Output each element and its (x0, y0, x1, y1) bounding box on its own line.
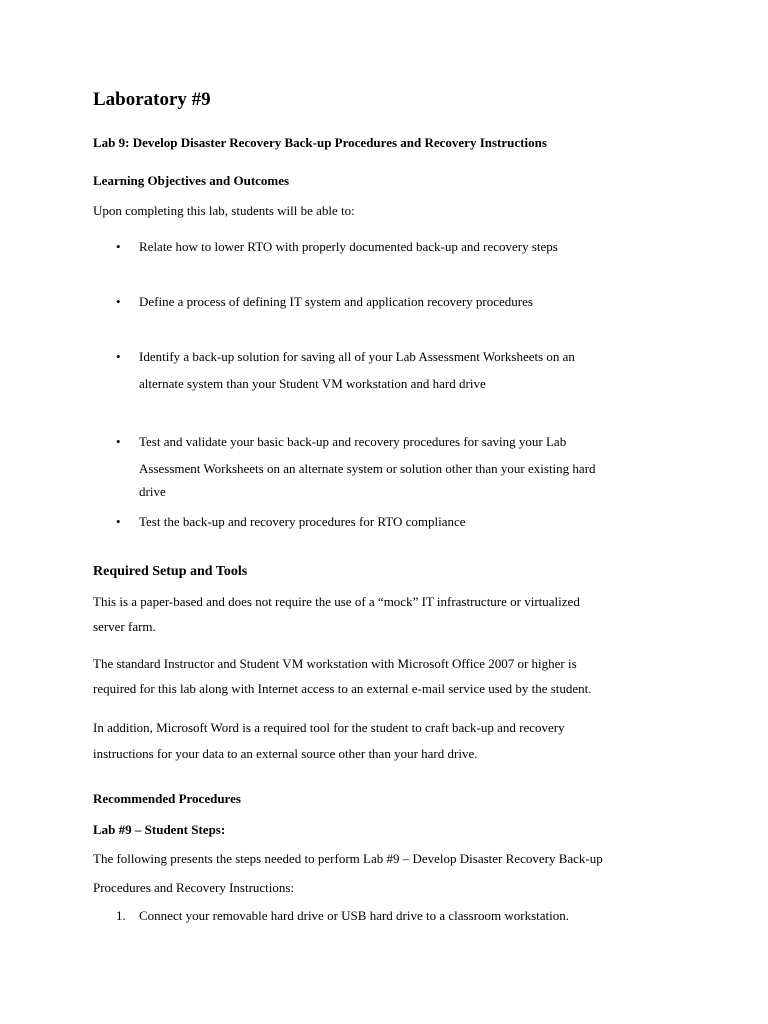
setup-paragraph-3-line-1: In addition, Microsoft Word is a required tool for the student to craft back-up and recovery (93, 720, 565, 735)
objective-item-4-line-2: Assessment Worksheets on an alternate system or solution other than your existing hard (139, 461, 596, 476)
setup-paragraph-3-line-2: instructions for your data to an external source other than your hard drive. (93, 746, 478, 761)
setup-paragraph-1-line-2: server farm. (93, 619, 156, 634)
objective-item-3-line-2: alternate system than your Student VM workstation and hard drive (139, 376, 486, 391)
step-number: 1. (116, 908, 126, 923)
procedures-intro-line-1: The following presents the steps needed to perform Lab #9 – Develop Disaster Recovery Back-up (93, 851, 603, 866)
page-title: Laboratory #9 (93, 89, 211, 110)
bullet-icon: • (116, 349, 121, 364)
objective-item-4-line-1: Test and validate your basic back-up and recovery procedures for saving your Lab (139, 434, 567, 449)
objective-item-1-line-1: Relate how to lower RTO with properly documented back-up and recovery steps (139, 239, 558, 254)
setup-paragraph-2-line-2: required for this lab along with Internet access to an external e-mail service used by the student. (93, 681, 592, 696)
objective-item-3-line-1: Identify a back-up solution for saving all of your Lab Assessment Worksheets on an (139, 349, 575, 364)
objective-item-4-line-3: drive (139, 484, 166, 499)
bullet-icon: • (116, 239, 121, 254)
setup-paragraph-1-line-1: This is a paper-based and does not require the use of a “mock” IT infrastructure or virtualized (93, 594, 580, 609)
bullet-icon: • (116, 434, 121, 449)
procedures-intro-line-2: Procedures and Recovery Instructions: (93, 880, 295, 895)
bullet-icon: • (116, 294, 121, 309)
objective-item-2-line-1: Define a process of defining IT system and application recovery procedures (139, 294, 533, 309)
step-1-text: Connect your removable hard drive or USB hard drive to a classroom workstation. (139, 908, 569, 923)
setup-paragraph-2-line-1: The standard Instructor and Student VM workstation with Microsoft Office 2007 or higher is (93, 656, 577, 671)
bullet-icon: • (116, 514, 121, 529)
objectives-heading: Learning Objectives and Outcomes (93, 173, 290, 188)
objective-item-5-line-1: Test the back-up and recovery procedures for RTO compliance (139, 514, 466, 529)
setup-heading: Required Setup and Tools (93, 564, 248, 579)
procedures-subheading: Lab #9 – Student Steps: (93, 822, 226, 837)
lab-heading: Lab 9: Develop Disaster Recovery Back-up Procedures and Recovery Instructions (93, 135, 547, 150)
procedures-heading: Recommended Procedures (93, 791, 241, 806)
objectives-intro: Upon completing this lab, students will be able to: (93, 203, 355, 218)
